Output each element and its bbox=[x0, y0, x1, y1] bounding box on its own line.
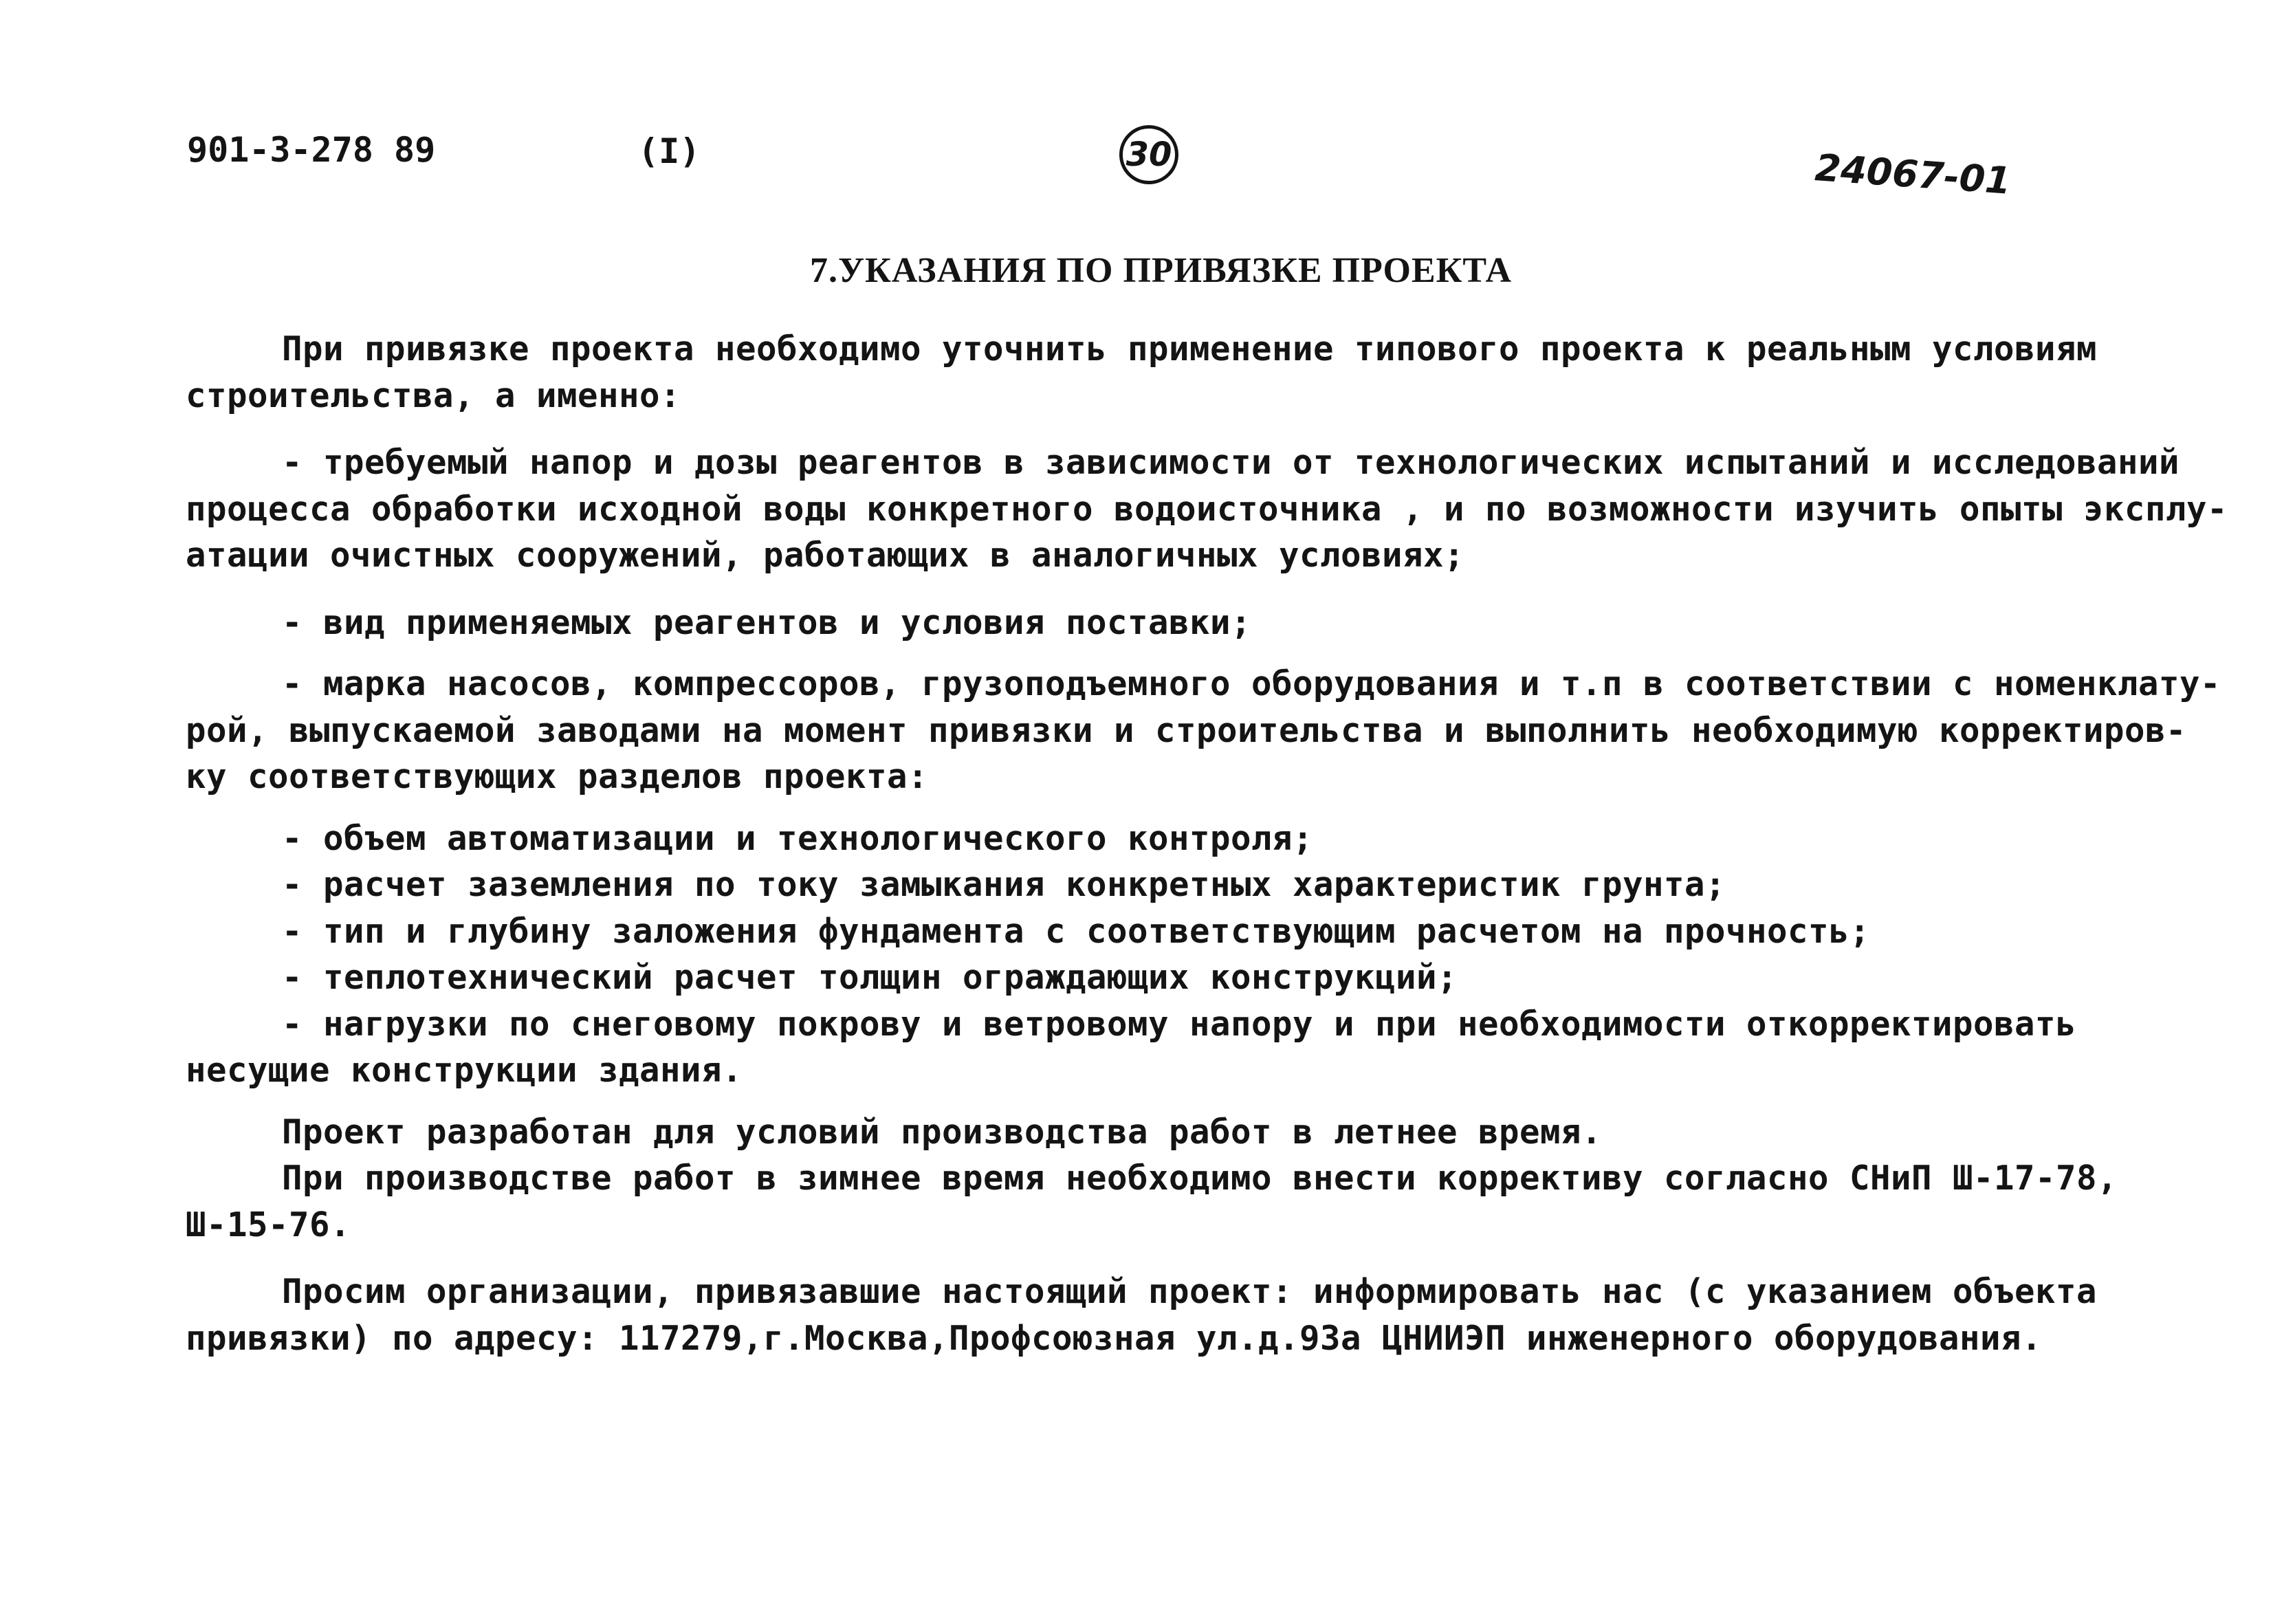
paragraph-line: При производстве работ в зимнее время необходимо внести коррективу согласно СНиП Ш-17-78, bbox=[282, 1159, 2118, 1198]
paragraph-line: строительства, а именно: bbox=[186, 375, 681, 415]
list-item-line: - тип и глубину заложения фундамента с соответствующим расчетом на прочность; bbox=[282, 911, 1871, 951]
list-item-line: - нагрузки по снеговому покрову и ветровому напору и при необходимости откорректировать bbox=[282, 1004, 2077, 1044]
list-item-line: - вид применяемых реагентов и условия поставки; bbox=[282, 602, 1252, 642]
document-body bbox=[186, 326, 2228, 1361]
list-item-line: ку соответствующих разделов проекта: bbox=[186, 757, 929, 796]
paragraph-line: привязки) по адресу: 117279,г.Москва,Профсоюзная ул.д.93а ЦНИИЭП инженерного оборудования. bbox=[186, 1318, 2043, 1358]
list-item-line: - требуемый напор и дозы реагентов в зависимости от технологических испытаний и исследований bbox=[282, 443, 2180, 482]
paragraph-line: Просим организации, привязавшие настоящий проект: информировать нас (с указанием объекта bbox=[282, 1272, 2098, 1311]
paragraph-line: Ш-15-76. bbox=[186, 1205, 351, 1244]
list-item-line: - теплотехнический расчет толщин ограждающих конструкций; bbox=[282, 958, 1458, 997]
document-code: 901-3-278 89 bbox=[187, 130, 436, 170]
handwritten-doc-number: 24067-01 bbox=[1813, 146, 2012, 203]
page-number: 30 bbox=[1125, 135, 1172, 174]
paragraph-line: Проект разработан для условий производства работ в летнее время. bbox=[282, 1112, 1603, 1152]
sheet-marker: (I) bbox=[638, 131, 701, 171]
page-number-stamp bbox=[1119, 125, 1178, 184]
paragraph-line: При привязке проекта необходимо уточнить применение типового проекта к реальным условиям bbox=[282, 329, 2098, 369]
list-item-line: рой, выпускаемой заводами на момент привязки и строительства и выполнить необходимую корректиров- bbox=[186, 710, 2187, 750]
section-title: 7.УКАЗАНИЯ ПО ПРИВЯЗКЕ ПРОЕКТА bbox=[810, 251, 1512, 290]
list-item-line: процесса обработки исходной воды конкретного водоисточника , и по возможности изучить опыты эксплу- bbox=[186, 489, 2228, 529]
list-item-line: несущие конструкции здания. bbox=[186, 1051, 743, 1090]
list-item-line: атации очистных сооружений, работающих в аналогичных условиях; bbox=[186, 536, 1465, 575]
list-item-line: - расчет заземления по току замыкания конкретных характеристик грунта; bbox=[282, 865, 1726, 904]
list-item-line: - объем автоматизации и технологического контроля; bbox=[282, 818, 1314, 858]
list-item-line: - марка насосов, компрессоров, грузоподъемного оборудования и т.п в соответствии с номенклату- bbox=[282, 664, 2221, 703]
